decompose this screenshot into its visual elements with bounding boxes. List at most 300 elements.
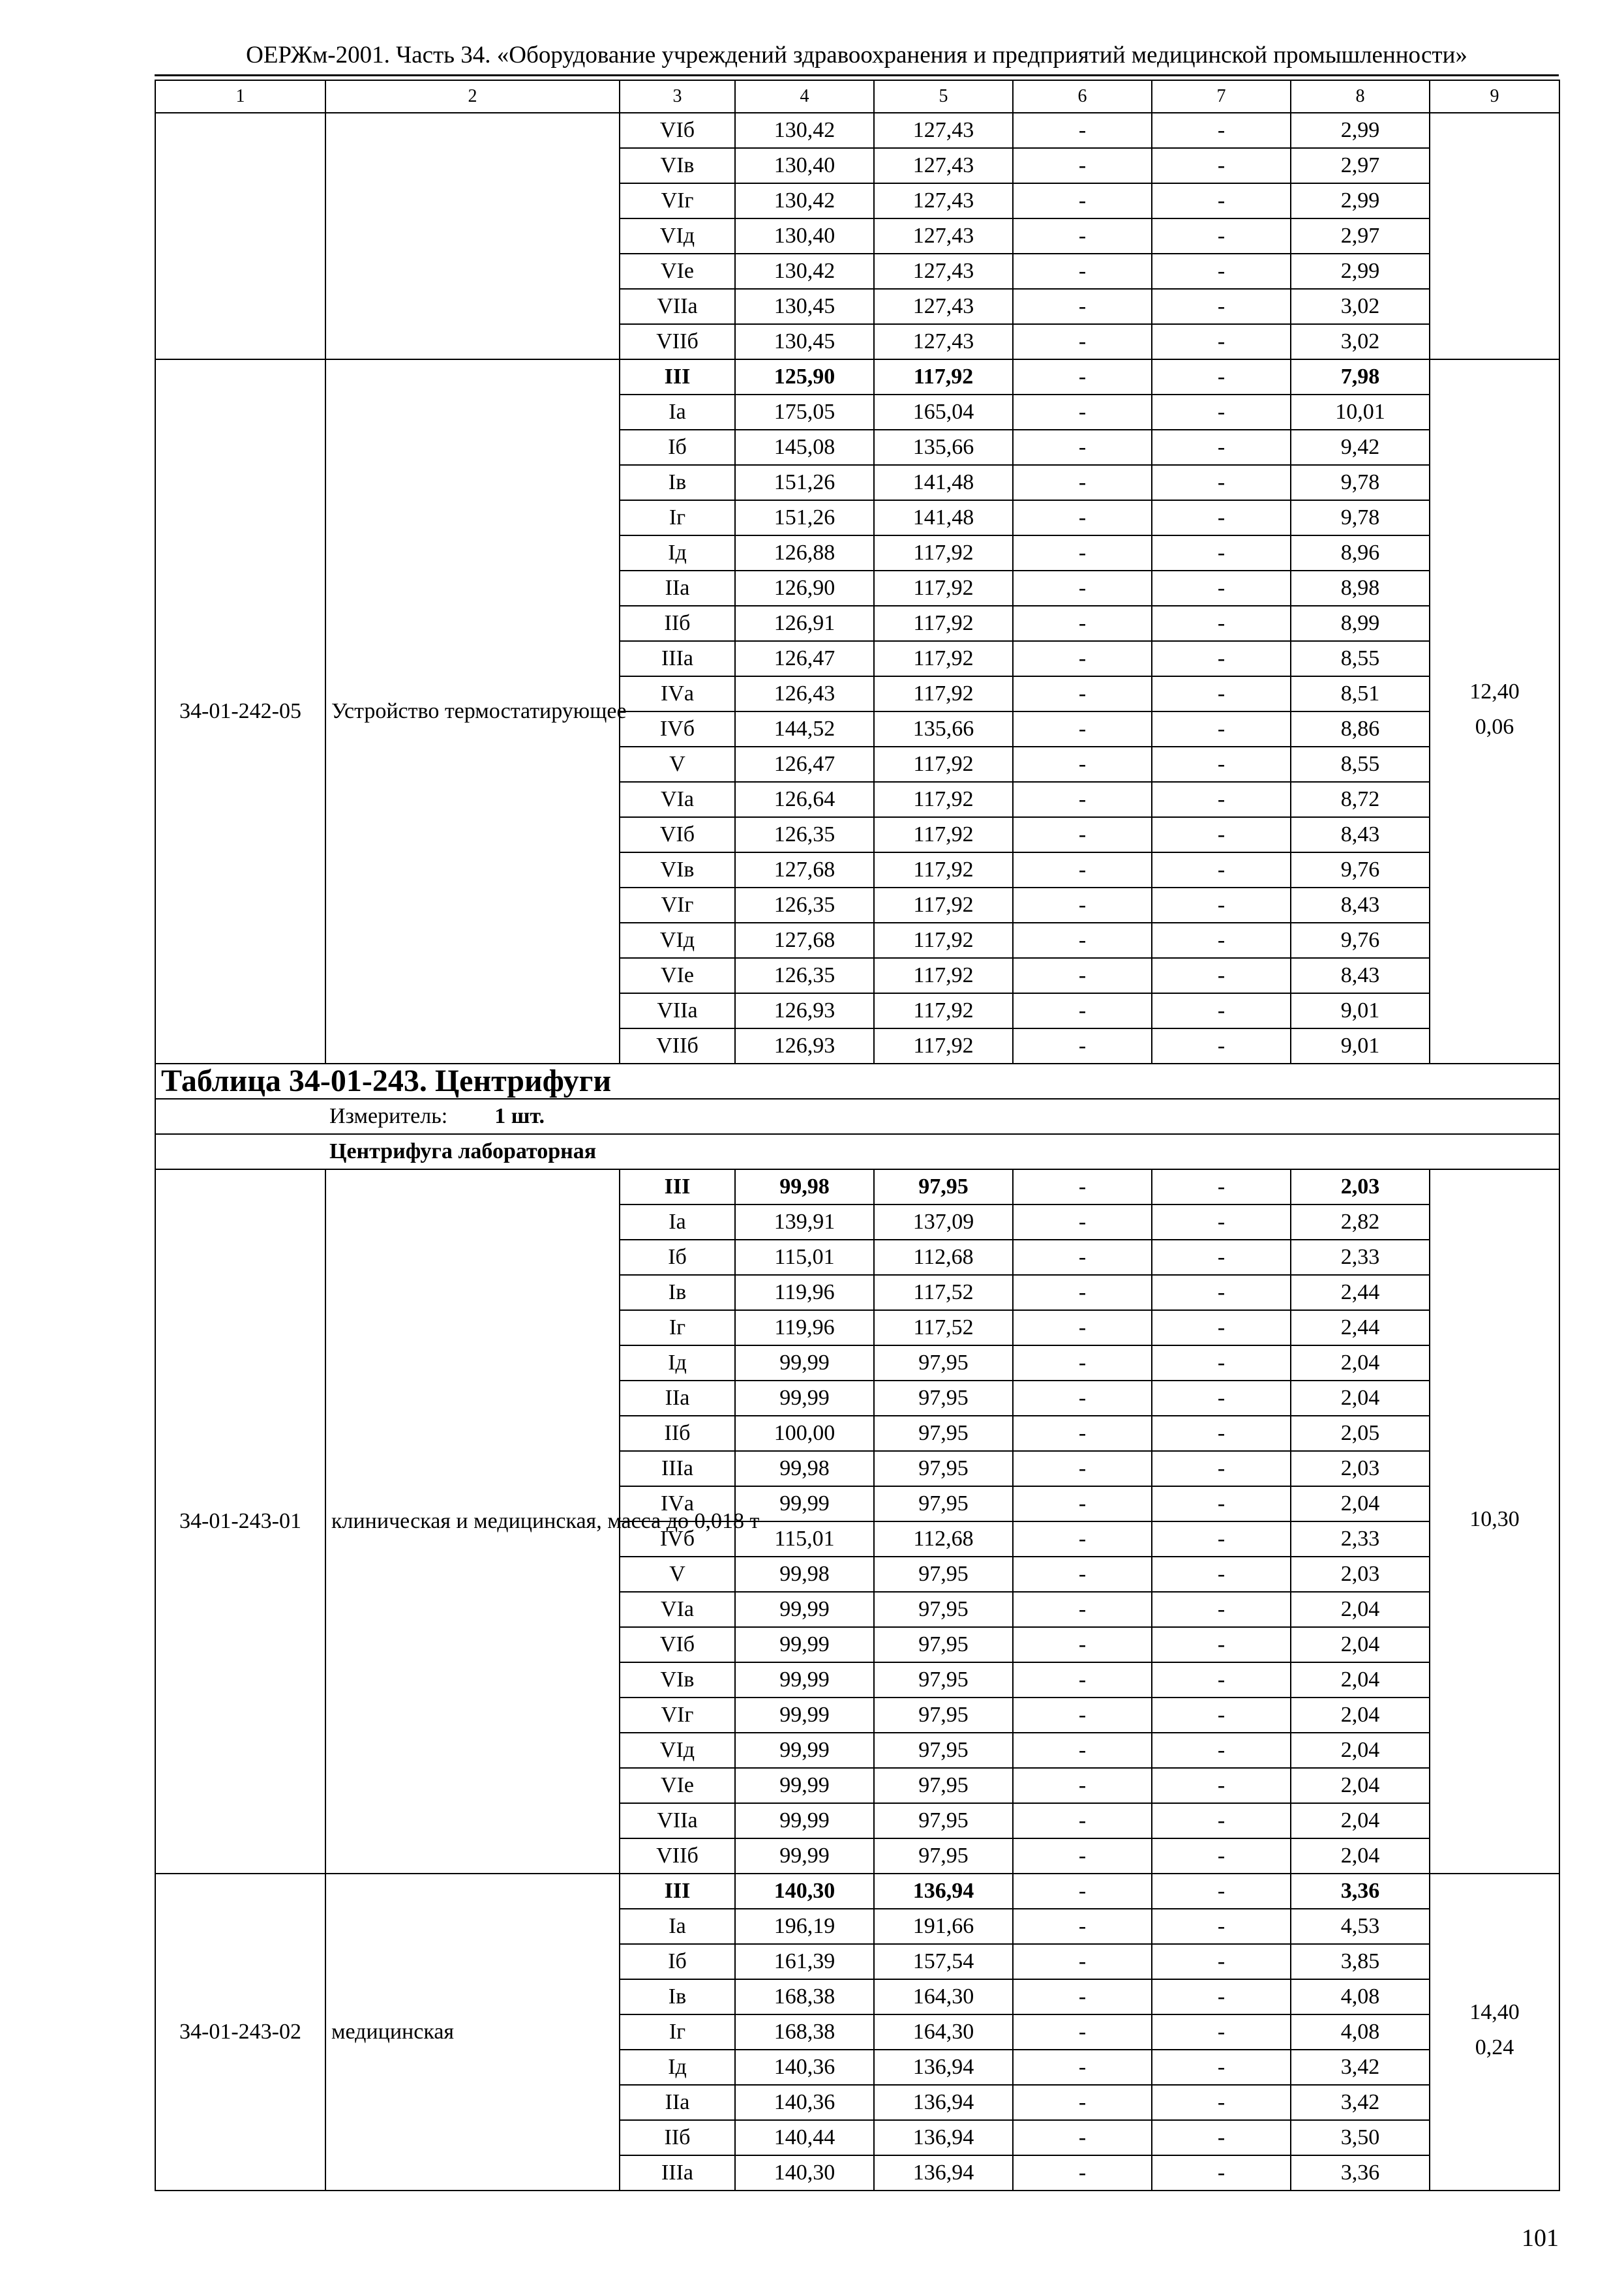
material-cost-cell: 2,04	[1291, 1592, 1430, 1627]
material-cost-cell: 9,78	[1291, 500, 1430, 535]
total-cost-cell: 161,39	[735, 1944, 874, 1979]
zone-cell: VIе	[620, 1768, 735, 1803]
machine-cost-cell: -	[1013, 782, 1152, 817]
machine-cost-cell: -	[1013, 1557, 1152, 1592]
table-row	[155, 1874, 1559, 1909]
material-cost-cell: 2,99	[1291, 183, 1430, 218]
driver-wage-cell: -	[1152, 747, 1291, 782]
zone-cell: IIIа	[620, 641, 735, 676]
zone-cell: III	[620, 359, 735, 395]
material-cost-cell: 2,04	[1291, 1733, 1430, 1768]
total-cost-cell: 126,91	[735, 606, 874, 641]
wage-cost-cell: 117,92	[874, 923, 1013, 958]
driver-wage-cell: -	[1152, 1592, 1291, 1627]
total-cost-cell: 99,99	[735, 1662, 874, 1698]
wage-cost-cell: 97,95	[874, 1486, 1013, 1521]
machine-cost-cell: -	[1013, 430, 1152, 465]
zone-cell: IIIа	[620, 2155, 735, 2191]
zone-cell: VIб	[620, 113, 735, 148]
total-cost-cell: 115,01	[735, 1240, 874, 1275]
machine-cost-cell: -	[1013, 993, 1152, 1028]
machine-cost-cell: -	[1013, 395, 1152, 430]
wage-cost-cell: 117,92	[874, 606, 1013, 641]
zone-cell: Iд	[620, 535, 735, 571]
material-cost-cell: 4,08	[1291, 1979, 1430, 2014]
machine-cost-cell: -	[1013, 1662, 1152, 1698]
rates-table	[155, 80, 1560, 2191]
zone-cell: VIд	[620, 218, 735, 254]
wage-cost-cell: 97,95	[874, 1451, 1013, 1486]
driver-wage-cell: -	[1152, 1345, 1291, 1381]
zone-cell: VIа	[620, 1592, 735, 1627]
total-cost-cell: 130,42	[735, 113, 874, 148]
driver-wage-cell: -	[1152, 1381, 1291, 1416]
total-cost-cell: 140,36	[735, 2085, 874, 2120]
wage-cost-cell: 97,95	[874, 1768, 1013, 1803]
machine-cost-cell: -	[1013, 1204, 1152, 1240]
material-cost-cell: 2,04	[1291, 1381, 1430, 1416]
zone-cell: VIв	[620, 852, 735, 888]
material-cost-cell: 9,42	[1291, 430, 1430, 465]
total-cost-cell: 130,45	[735, 289, 874, 324]
machine-cost-cell: -	[1013, 1803, 1152, 1838]
driver-wage-cell: -	[1152, 1204, 1291, 1240]
name-cell: медицинская	[325, 1874, 620, 2191]
zone-cell: VIе	[620, 254, 735, 289]
material-cost-cell: 3,85	[1291, 1944, 1430, 1979]
zone-cell: IIIа	[620, 1451, 735, 1486]
driver-wage-cell: -	[1152, 958, 1291, 993]
driver-wage-cell: -	[1152, 2014, 1291, 2050]
material-cost-cell: 7,98	[1291, 359, 1430, 395]
total-cost-cell: 126,90	[735, 571, 874, 606]
total-cost-cell: 126,47	[735, 747, 874, 782]
material-cost-cell: 3,36	[1291, 2155, 1430, 2191]
machine-cost-cell: -	[1013, 500, 1152, 535]
material-cost-cell: 2,03	[1291, 1451, 1430, 1486]
wage-cost-cell: 136,94	[874, 2120, 1013, 2155]
zone-cell: Iа	[620, 1204, 735, 1240]
machine-cost-cell: -	[1013, 2155, 1152, 2191]
zone-cell: VIIб	[620, 1028, 735, 1064]
driver-wage-cell: -	[1152, 2085, 1291, 2120]
material-cost-cell: 3,02	[1291, 324, 1430, 359]
measure-label: Измеритель:	[329, 1104, 448, 1128]
total-cost-cell: 151,26	[735, 465, 874, 500]
material-cost-cell: 8,55	[1291, 641, 1430, 676]
wage-cost-cell: 136,94	[874, 2155, 1013, 2191]
machine-cost-cell: -	[1013, 535, 1152, 571]
zone-cell: IVа	[620, 1486, 735, 1521]
machine-cost-cell: -	[1013, 1240, 1152, 1275]
machine-cost-cell: -	[1013, 571, 1152, 606]
wage-cost-cell: 117,92	[874, 888, 1013, 923]
column-number: 5	[874, 80, 1013, 113]
column-number: 9	[1430, 80, 1559, 113]
material-cost-cell: 2,04	[1291, 1627, 1430, 1662]
column-number: 7	[1152, 80, 1291, 113]
material-cost-cell: 8,99	[1291, 606, 1430, 641]
machine-cost-cell: -	[1013, 923, 1152, 958]
machine-cost-cell: -	[1013, 888, 1152, 923]
column-number: 4	[735, 80, 874, 113]
zone-cell: IIа	[620, 2085, 735, 2120]
zone-cell: IIа	[620, 1381, 735, 1416]
total-cost-cell: 126,93	[735, 993, 874, 1028]
wage-cost-cell: 117,92	[874, 958, 1013, 993]
zone-cell: Iв	[620, 465, 735, 500]
machine-cost-cell: -	[1013, 1521, 1152, 1557]
measure-value: 1 шт.	[494, 1104, 545, 1128]
material-cost-cell: 2,03	[1291, 1557, 1430, 1592]
total-cost-cell: 126,47	[735, 641, 874, 676]
machine-cost-cell: -	[1013, 2085, 1152, 2120]
machine-cost-cell: -	[1013, 1909, 1152, 1944]
wage-cost-cell: 117,52	[874, 1310, 1013, 1345]
zone-cell: Iв	[620, 1275, 735, 1310]
driver-wage-cell: -	[1152, 1874, 1291, 1909]
material-cost-cell: 9,76	[1291, 852, 1430, 888]
material-cost-cell: 2,33	[1291, 1240, 1430, 1275]
zone-cell: III	[620, 1169, 735, 1204]
wage-cost-cell: 137,09	[874, 1204, 1013, 1240]
zone-cell: VIIа	[620, 1803, 735, 1838]
total-cost-cell: 99,99	[735, 1627, 874, 1662]
wage-cost-cell: 127,43	[874, 148, 1013, 183]
zone-cell: IIб	[620, 1416, 735, 1451]
wage-cost-cell: 97,95	[874, 1416, 1013, 1451]
zone-cell: VIб	[620, 1627, 735, 1662]
total-cost-cell: 130,40	[735, 218, 874, 254]
name-cell: клиническая и медицинская, масса до 0,018 т	[325, 1169, 620, 1874]
machine-cost-cell: -	[1013, 218, 1152, 254]
machine-cost-cell: -	[1013, 1979, 1152, 2014]
zone-cell: IIб	[620, 606, 735, 641]
driver-wage-cell: -	[1152, 817, 1291, 852]
driver-wage-cell: -	[1152, 1451, 1291, 1486]
total-cost-cell: 140,30	[735, 2155, 874, 2191]
driver-wage-cell: -	[1152, 254, 1291, 289]
wage-cost-cell: 136,94	[874, 1874, 1013, 1909]
material-cost-cell: 2,04	[1291, 1768, 1430, 1803]
code-cell	[155, 113, 325, 359]
machine-cost-cell: -	[1013, 183, 1152, 218]
driver-wage-cell: -	[1152, 1240, 1291, 1275]
material-cost-cell: 3,02	[1291, 289, 1430, 324]
name-cell: Устройство термостатирующее	[325, 359, 620, 1064]
total-cost-cell: 126,93	[735, 1028, 874, 1064]
wage-cost-cell: 117,92	[874, 993, 1013, 1028]
column-number: 2	[325, 80, 620, 113]
total-cost-cell: 126,35	[735, 958, 874, 993]
driver-wage-cell: -	[1152, 1662, 1291, 1698]
driver-wage-cell: -	[1152, 1310, 1291, 1345]
material-cost-cell: 2,99	[1291, 113, 1430, 148]
wage-cost-cell: 117,92	[874, 782, 1013, 817]
material-cost-cell: 2,99	[1291, 254, 1430, 289]
driver-wage-cell: -	[1152, 183, 1291, 218]
driver-wage-cell: -	[1152, 571, 1291, 606]
driver-wage-cell: -	[1152, 500, 1291, 535]
zone-cell: VIд	[620, 923, 735, 958]
wage-cost-cell: 117,92	[874, 676, 1013, 711]
driver-wage-cell: -	[1152, 1169, 1291, 1204]
total-cost-cell: 99,98	[735, 1557, 874, 1592]
machine-cost-cell: -	[1013, 817, 1152, 852]
machine-cost-cell: -	[1013, 1698, 1152, 1733]
total-cost-cell: 130,42	[735, 254, 874, 289]
wage-cost-cell: 136,94	[874, 2050, 1013, 2085]
total-cost-cell: 140,44	[735, 2120, 874, 2155]
machine-cost-cell: -	[1013, 1345, 1152, 1381]
code-cell: 34-01-243-01	[155, 1169, 325, 1874]
driver-wage-cell: -	[1152, 430, 1291, 465]
zone-cell: VIа	[620, 782, 735, 817]
wage-cost-cell: 127,43	[874, 324, 1013, 359]
labor-value: 0,06	[1475, 715, 1514, 739]
driver-wage-cell: -	[1152, 1979, 1291, 2014]
total-cost-cell: 99,99	[735, 1345, 874, 1381]
zone-cell: Iд	[620, 1345, 735, 1381]
wage-cost-cell: 141,48	[874, 465, 1013, 500]
material-cost-cell: 3,36	[1291, 1874, 1430, 1909]
material-cost-cell: 2,04	[1291, 1662, 1430, 1698]
wage-cost-cell: 117,92	[874, 852, 1013, 888]
driver-wage-cell: -	[1152, 606, 1291, 641]
labor-cell	[1430, 113, 1559, 359]
machine-cost-cell: -	[1013, 747, 1152, 782]
driver-wage-cell: -	[1152, 148, 1291, 183]
machine-cost-cell: -	[1013, 852, 1152, 888]
driver-wage-cell: -	[1152, 465, 1291, 500]
total-cost-cell: 168,38	[735, 2014, 874, 2050]
machine-cost-cell: -	[1013, 1275, 1152, 1310]
total-cost-cell: 130,40	[735, 148, 874, 183]
driver-wage-cell: -	[1152, 1698, 1291, 1733]
material-cost-cell: 4,53	[1291, 1909, 1430, 1944]
driver-wage-cell: -	[1152, 2050, 1291, 2085]
driver-wage-cell: -	[1152, 535, 1291, 571]
zone-cell: VIг	[620, 183, 735, 218]
wage-cost-cell: 141,48	[874, 500, 1013, 535]
total-cost-cell: 144,52	[735, 711, 874, 747]
page-number: 101	[1522, 2224, 1559, 2252]
total-cost-cell: 175,05	[735, 395, 874, 430]
zone-cell: V	[620, 747, 735, 782]
total-cost-cell: 100,00	[735, 1416, 874, 1451]
zone-cell: Iв	[620, 1979, 735, 2014]
driver-wage-cell: -	[1152, 359, 1291, 395]
material-cost-cell: 9,78	[1291, 465, 1430, 500]
material-cost-cell: 8,51	[1291, 676, 1430, 711]
material-cost-cell: 2,97	[1291, 148, 1430, 183]
driver-wage-cell: -	[1152, 1944, 1291, 1979]
column-number: 6	[1013, 80, 1152, 113]
table-title: Таблица 34-01-243. Центрифуги	[155, 1064, 1559, 1099]
zone-cell: VIб	[620, 817, 735, 852]
wage-cost-cell: 127,43	[874, 113, 1013, 148]
driver-wage-cell: -	[1152, 1627, 1291, 1662]
machine-cost-cell: -	[1013, 1486, 1152, 1521]
machine-cost-cell: -	[1013, 1451, 1152, 1486]
material-cost-cell: 3,50	[1291, 2120, 1430, 2155]
zone-cell: IVб	[620, 711, 735, 747]
zone-cell: IVа	[620, 676, 735, 711]
wage-cost-cell: 127,43	[874, 218, 1013, 254]
material-cost-cell: 10,01	[1291, 395, 1430, 430]
machine-cost-cell: -	[1013, 289, 1152, 324]
wage-cost-cell: 112,68	[874, 1240, 1013, 1275]
zone-cell: VIг	[620, 888, 735, 923]
total-cost-cell: 168,38	[735, 1979, 874, 2014]
wage-cost-cell: 112,68	[874, 1521, 1013, 1557]
section-row	[155, 1134, 1559, 1169]
wage-cost-cell: 97,95	[874, 1381, 1013, 1416]
machine-cost-cell: -	[1013, 676, 1152, 711]
page-header-title: ОЕРЖм-2001. Часть 34. «Оборудование учреждений здравоохранения и предприятий медицинской промышленности»	[246, 42, 1467, 68]
wage-cost-cell: 135,66	[874, 711, 1013, 747]
zone-cell: VIв	[620, 148, 735, 183]
machine-cost-cell: -	[1013, 148, 1152, 183]
material-cost-cell: 3,42	[1291, 2085, 1430, 2120]
labor-value: 0,24	[1475, 2035, 1514, 2059]
material-cost-cell: 8,55	[1291, 747, 1430, 782]
zone-cell: VIг	[620, 1698, 735, 1733]
material-cost-cell: 8,43	[1291, 817, 1430, 852]
driver-wage-cell: -	[1152, 993, 1291, 1028]
zone-cell: Iб	[620, 430, 735, 465]
machine-cost-cell: -	[1013, 1944, 1152, 1979]
wage-cost-cell: 97,95	[874, 1803, 1013, 1838]
labor-cell	[1430, 1874, 1559, 2191]
total-cost-cell: 99,99	[735, 1592, 874, 1627]
driver-wage-cell: -	[1152, 1803, 1291, 1838]
driver-wage-cell: -	[1152, 1909, 1291, 1944]
machine-cost-cell: -	[1013, 2014, 1152, 2050]
material-cost-cell: 2,44	[1291, 1275, 1430, 1310]
machine-cost-cell: -	[1013, 1874, 1152, 1909]
material-cost-cell: 8,72	[1291, 782, 1430, 817]
table-title-row	[155, 1064, 1559, 1099]
machine-cost-cell: -	[1013, 1169, 1152, 1204]
labor-value: 10,30	[1469, 1507, 1520, 1531]
driver-wage-cell: -	[1152, 1486, 1291, 1521]
driver-wage-cell: -	[1152, 1521, 1291, 1557]
machine-cost-cell: -	[1013, 1028, 1152, 1064]
material-cost-cell: 2,04	[1291, 1698, 1430, 1733]
material-cost-cell: 4,08	[1291, 2014, 1430, 2050]
driver-wage-cell: -	[1152, 676, 1291, 711]
zone-cell: Iг	[620, 500, 735, 535]
driver-wage-cell: -	[1152, 1028, 1291, 1064]
wage-cost-cell: 97,95	[874, 1592, 1013, 1627]
material-cost-cell: 8,98	[1291, 571, 1430, 606]
driver-wage-cell: -	[1152, 218, 1291, 254]
total-cost-cell: 99,98	[735, 1169, 874, 1204]
wage-cost-cell: 127,43	[874, 254, 1013, 289]
column-number-row	[155, 80, 1559, 113]
table-row	[155, 113, 1559, 148]
machine-cost-cell: -	[1013, 1310, 1152, 1345]
total-cost-cell: 126,35	[735, 888, 874, 923]
zone-cell: VIIб	[620, 324, 735, 359]
code-cell: 34-01-242-05	[155, 359, 325, 1064]
driver-wage-cell: -	[1152, 395, 1291, 430]
wage-cost-cell: 97,95	[874, 1698, 1013, 1733]
wage-cost-cell: 117,92	[874, 571, 1013, 606]
total-cost-cell: 99,99	[735, 1698, 874, 1733]
wage-cost-cell: 136,94	[874, 2085, 1013, 2120]
total-cost-cell: 130,42	[735, 183, 874, 218]
machine-cost-cell: -	[1013, 1592, 1152, 1627]
total-cost-cell: 127,68	[735, 923, 874, 958]
wage-cost-cell: 97,95	[874, 1733, 1013, 1768]
material-cost-cell: 9,01	[1291, 993, 1430, 1028]
machine-cost-cell: -	[1013, 2120, 1152, 2155]
machine-cost-cell: -	[1013, 324, 1152, 359]
zone-cell: Iд	[620, 2050, 735, 2085]
driver-wage-cell: -	[1152, 1557, 1291, 1592]
column-number: 8	[1291, 80, 1430, 113]
material-cost-cell: 2,33	[1291, 1521, 1430, 1557]
driver-wage-cell: -	[1152, 1768, 1291, 1803]
material-cost-cell: 2,82	[1291, 1204, 1430, 1240]
wage-cost-cell: 97,95	[874, 1662, 1013, 1698]
zone-cell: VIIа	[620, 993, 735, 1028]
machine-cost-cell: -	[1013, 641, 1152, 676]
column-number: 3	[620, 80, 735, 113]
driver-wage-cell: -	[1152, 289, 1291, 324]
total-cost-cell: 99,99	[735, 1838, 874, 1874]
total-cost-cell: 99,98	[735, 1451, 874, 1486]
material-cost-cell: 2,04	[1291, 1838, 1430, 1874]
driver-wage-cell: -	[1152, 324, 1291, 359]
wage-cost-cell: 97,95	[874, 1557, 1013, 1592]
wage-cost-cell: 165,04	[874, 395, 1013, 430]
total-cost-cell: 126,88	[735, 535, 874, 571]
material-cost-cell: 2,05	[1291, 1416, 1430, 1451]
machine-cost-cell: -	[1013, 958, 1152, 993]
table-row	[155, 359, 1559, 395]
wage-cost-cell: 97,95	[874, 1169, 1013, 1204]
measure-row	[155, 1099, 1559, 1134]
table-row	[155, 1169, 1559, 1204]
wage-cost-cell: 191,66	[874, 1909, 1013, 1944]
machine-cost-cell: -	[1013, 1416, 1152, 1451]
machine-cost-cell: -	[1013, 1381, 1152, 1416]
machine-cost-cell: -	[1013, 1768, 1152, 1803]
zone-cell: Iа	[620, 1909, 735, 1944]
machine-cost-cell: -	[1013, 465, 1152, 500]
machine-cost-cell: -	[1013, 606, 1152, 641]
zone-cell: Iб	[620, 1944, 735, 1979]
labor-cell	[1430, 359, 1559, 1064]
driver-wage-cell: -	[1152, 1416, 1291, 1451]
zone-cell: Iа	[620, 395, 735, 430]
total-cost-cell: 99,99	[735, 1803, 874, 1838]
wage-cost-cell: 117,52	[874, 1275, 1013, 1310]
wage-cost-cell: 164,30	[874, 1979, 1013, 2014]
zone-cell: III	[620, 1874, 735, 1909]
zone-cell: VIд	[620, 1733, 735, 1768]
driver-wage-cell: -	[1152, 782, 1291, 817]
total-cost-cell: 119,96	[735, 1310, 874, 1345]
driver-wage-cell: -	[1152, 923, 1291, 958]
material-cost-cell: 2,44	[1291, 1310, 1430, 1345]
total-cost-cell: 196,19	[735, 1909, 874, 1944]
wage-cost-cell: 117,92	[874, 535, 1013, 571]
total-cost-cell: 139,91	[735, 1204, 874, 1240]
